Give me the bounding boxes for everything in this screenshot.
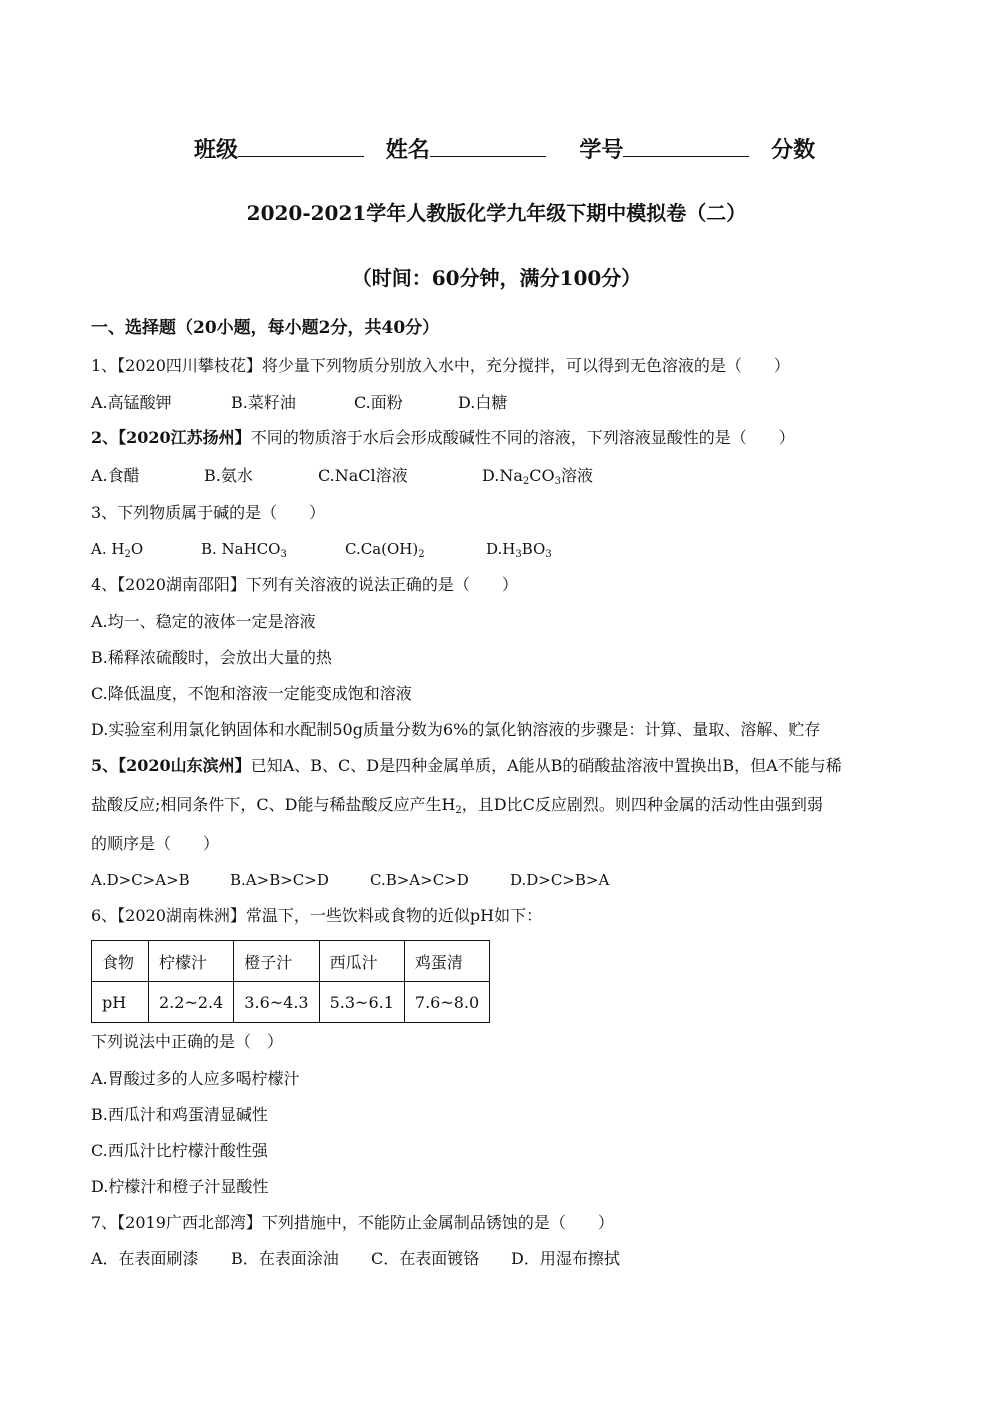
question-4-option-a: A.均一、稳定的液体一定是溶液 — [91, 612, 316, 631]
option-d-text-3: 溶液 — [561, 466, 594, 485]
question-text: 已知A、B、C、D是四种金属单质，A能从B的硝酸盐溶液中置换出B，但A不能与稀 — [250, 756, 842, 775]
option-b: B.菜籽油 — [231, 393, 296, 412]
question-source: 【2020山东滨州】 — [118, 756, 251, 775]
question-5-line-1 — [91, 758, 842, 774]
option-b: B.氨水 — [204, 466, 253, 485]
question-3-stem: 3、下列物质属于碱的是（ ） — [91, 503, 326, 522]
question-4-option-c: C.降低温度，不饱和溶液一定能变成饱和溶液 — [91, 684, 412, 703]
option-c: C.面粉 — [354, 393, 403, 412]
question-7-stem: 7、【2019广西北部湾】下列措施中，不能防止金属制品锈蚀的是（ ） — [91, 1213, 614, 1232]
subscript: 3 — [280, 549, 287, 560]
table-cell: 橙子汁 — [234, 941, 319, 982]
question-6-stem: 6、【2020湖南株洲】常温下，一些饮料或食物的近似pH如下： — [91, 906, 543, 925]
option-c — [345, 540, 425, 560]
question-1-stem: 1、【2020四川攀枝花】将少量下列物质分别放入水中，充分搅拌，可以得到无色溶液的是（ ） — [91, 356, 790, 375]
option-d — [482, 466, 594, 487]
subscript: 2 — [418, 549, 425, 560]
question-6-option-b: B.西瓜汁和鸡蛋清显碱性 — [91, 1105, 268, 1124]
question-6-prompt: 下列说法中正确的是（ ） — [91, 1032, 284, 1051]
option-d-text-2: BO — [521, 540, 546, 558]
question-5-line-2 — [91, 795, 823, 816]
subscript: 2 — [455, 805, 462, 816]
option-b: B．在表面涂油 — [231, 1249, 339, 1268]
option-a: A.D>C>A>B — [91, 871, 190, 889]
option-a-text-2: O — [130, 540, 144, 558]
option-d-text: D.Na — [482, 466, 523, 485]
option-a — [91, 540, 144, 560]
question-2-stem — [91, 430, 795, 446]
table-cell: 5.3~6.1 — [319, 982, 404, 1023]
option-d-text: D.H — [486, 540, 516, 558]
question-6-option-d: D.柠檬汁和橙子汁显酸性 — [91, 1177, 269, 1196]
question-number: 5、 — [91, 756, 119, 775]
option-b: B.A>B>C>D — [230, 871, 329, 889]
table-row — [92, 982, 490, 1023]
exam-subtitle: （时间：60分钟，满分100分） — [351, 266, 642, 290]
option-b-text: B. NaHCO — [201, 540, 281, 558]
option-d: D.白糖 — [458, 393, 508, 412]
question-text: 盐酸反应;相同条件下，C、D能与稀盐酸反应产生H — [91, 795, 456, 814]
question-6-option-a: A.胃酸过多的人应多喝柠檬汁 — [91, 1069, 300, 1088]
table-cell: 鸡蛋清 — [404, 941, 489, 982]
class-blank[interactable] — [238, 136, 364, 157]
table-cell: 7.6~8.0 — [404, 982, 489, 1023]
table-cell: 柠檬汁 — [149, 941, 234, 982]
option-a: A.高锰酸钾 — [91, 393, 172, 412]
question-text-2: ，且D比C反应剧烈。则四种金属的活动性由强到弱 — [461, 795, 823, 814]
name-blank[interactable] — [430, 136, 546, 157]
question-4-stem: 4、【2020湖南邵阳】下列有关溶液的说法正确的是（ ） — [91, 575, 518, 594]
option-a: A.食醋 — [91, 466, 140, 485]
question-5-line-3: 的顺序是（ ） — [91, 834, 220, 853]
question-6-option-c: C.西瓜汁比柠檬汁酸性强 — [91, 1141, 268, 1160]
table-cell: 2.2~2.4 — [149, 982, 234, 1023]
option-d — [486, 540, 552, 560]
student-id-label: 学号 — [579, 137, 624, 163]
option-c: C.NaCl溶液 — [318, 466, 408, 485]
class-label: 班级 — [194, 137, 239, 163]
table-cell: pH — [92, 982, 149, 1023]
subscript: 2 — [522, 476, 530, 487]
name-label: 姓名 — [385, 137, 430, 163]
table-cell: 西瓜汁 — [319, 941, 404, 982]
option-d-text-2: CO — [529, 466, 555, 485]
table-cell: 食物 — [92, 941, 149, 982]
subscript: 3 — [554, 476, 561, 487]
question-4-option-b: B.稀释浓硫酸时，会放出大量的热 — [91, 648, 332, 667]
option-a: A．在表面刷漆 — [91, 1249, 199, 1268]
option-c: C．在表面镀铬 — [371, 1249, 480, 1268]
table-cell: 3.6~4.3 — [234, 982, 319, 1023]
subscript: 2 — [124, 549, 131, 560]
subscript: 3 — [545, 549, 552, 560]
score-label: 分数 — [771, 137, 816, 163]
question-4-option-d: D.实验室利用氯化钠固体和水配制50g质量分数为6%的氯化钠溶液的步骤是：计算、量取、溶解、贮存 — [91, 720, 821, 739]
option-d: D．用湿布擦拭 — [511, 1249, 620, 1268]
exam-title: 2020-2021学年人教版化学九年级下期中模拟卷（二） — [246, 201, 747, 225]
student-id-blank[interactable] — [623, 136, 749, 157]
option-d: D.D>C>B>A — [510, 871, 610, 889]
student-info-header — [194, 136, 815, 161]
question-number: 2、 — [91, 428, 119, 447]
question-source: 【2020江苏扬州】 — [118, 428, 251, 447]
ph-table — [91, 940, 490, 1023]
question-text: 不同的物质溶于水后会形成酸碱性不同的溶液，下列溶液显酸性的是（ ） — [250, 428, 795, 447]
subscript: 3 — [515, 549, 522, 560]
option-c-text: C.Ca(OH) — [345, 540, 419, 558]
table-row — [92, 941, 490, 982]
option-b — [201, 540, 287, 560]
option-a-text: A. H — [91, 540, 125, 558]
option-c: C.B>A>C>D — [370, 871, 469, 889]
section-heading: 一、选择题（20小题，每小题2分，共40分） — [91, 318, 440, 338]
